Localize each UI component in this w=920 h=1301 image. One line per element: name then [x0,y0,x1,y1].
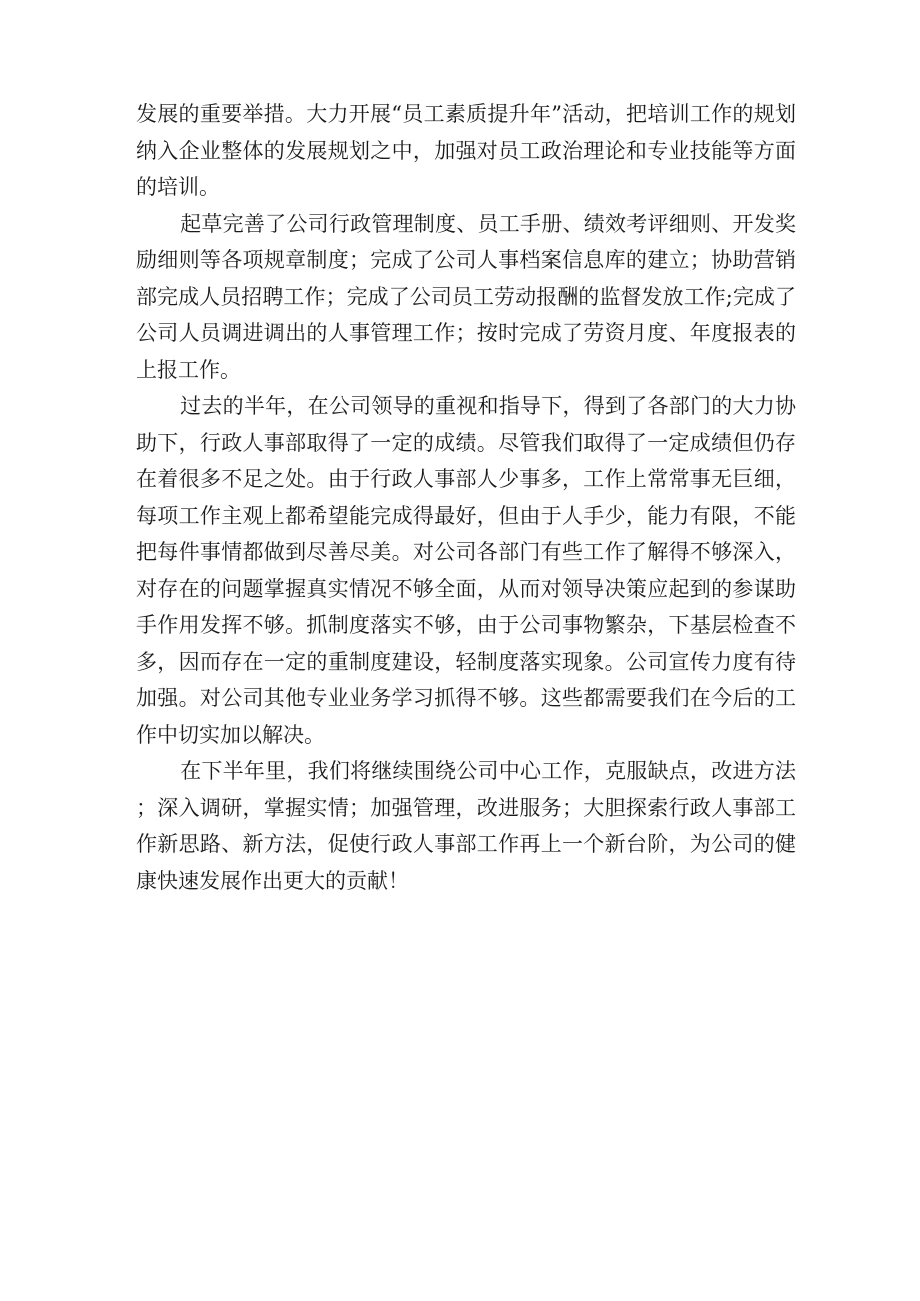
document-body [136,96,796,899]
paragraph-outlook: 在下半年里，我们将继续围绕公司中心工作，克服缺点，改进方法；深入调研，掌握实情；加强管理，改进服务；大胆探索行政人事部工作新思路、新方法，促使行政人事部工作再上一个新台阶，为公司的健康快速发展作出更大的贡献！ [136,759,796,893]
paragraph-continuation: 发展的重要举措。大力开展“员工素质提升年”活动，把培训工作的规划纳入企业整体的发展规划之中，加强对员工政治理论和专业技能等方面的培训。 [136,102,796,199]
paragraph-review: 过去的半年，在公司领导的重视和指导下，得到了各部门的大力协助下，行政人事部取得了一定的成绩。尽管我们取得了一定成绩但仍存在着很多不足之处。由于行政人事部人少事多，工作上常常事无巨细，每项工作主观上都希望能完成得最好，但由于人手少，能力有限，不能把每件事情都做到尽善尽美。对公司各部门有些工作了解得不够深入，对存在的问题掌握真实情况不够全面，从而对领导决策应起到的参谋助手作用发挥不够。抓制度落实不够，由于公司事物繁杂，下基层检查不多，因而存在一定的重制度建设，轻制度落实现象。公司宣传力度有待加强。对公司其他专业业务学习抓得不够。这些都需要我们在今后的工作中切实加以解决。 [136,394,796,747]
paragraph-regulations: 起草完善了公司行政管理制度、员工手册、绩效考评细则、开发奖励细则等各项规章制度；完成了公司人事档案信息库的建立；协助营销部完成人员招聘工作；完成了公司员工劳动报酬的监督发放工作;完成了公司人员调进调出的人事管理工作；按时完成了劳资月度、年度报表的上报工作。 [136,211,796,382]
